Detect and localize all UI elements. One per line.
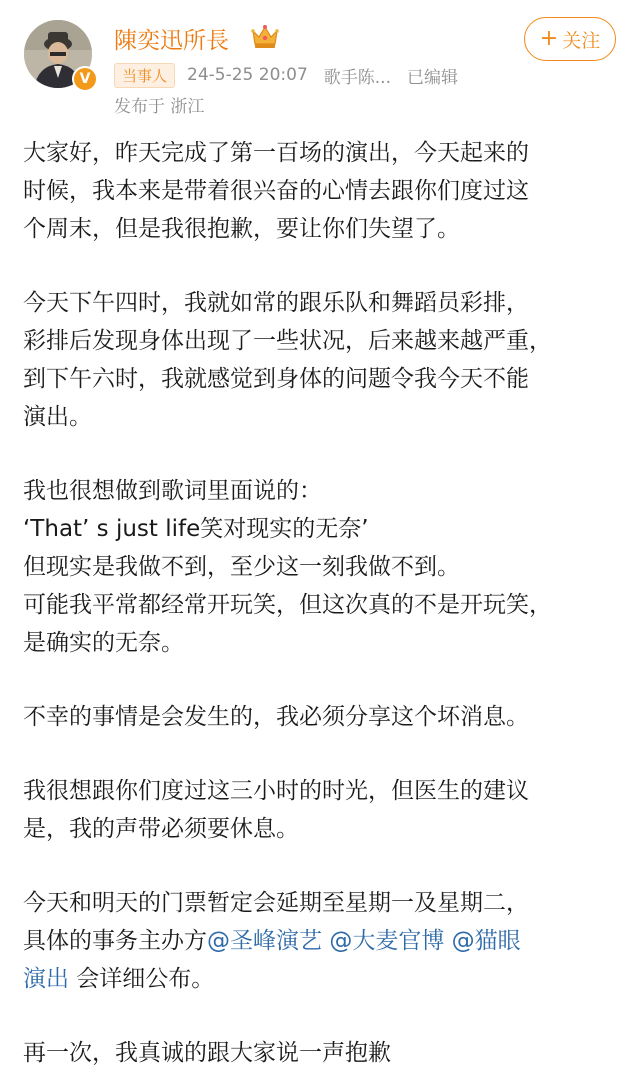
edited-label[interactable]: 已编辑 — [406, 67, 458, 88]
text-line — [23, 922, 623, 960]
text-line: 是确实的无奈。 — [23, 630, 184, 656]
username[interactable]: 陳奕迅所長 — [114, 28, 229, 54]
post-meta — [114, 62, 474, 88]
mention-link[interactable]: 演出 — [23, 966, 69, 992]
post-location: 发布于 浙江 — [114, 97, 205, 117]
post-header — [0, 0, 640, 120]
text-line: 可能我平常都经常开玩笑，但这次真的不是开玩笑， — [23, 592, 552, 618]
post-timestamp: 24-5-25 20:07 — [187, 65, 308, 85]
paragraph — [23, 884, 623, 998]
text-line — [23, 960, 623, 998]
text-line: 但现实是我做不到，至少这一刻我做不到。 — [23, 554, 460, 580]
follow-button[interactable] — [524, 17, 616, 61]
post-body — [23, 134, 623, 1072]
mention-link[interactable]: @大麦官博 — [329, 928, 445, 954]
crown-icon — [250, 22, 280, 50]
text-line: 演出。 — [23, 404, 92, 430]
text-line: 大家好，昨天完成了第一百场的演出，今天起来的 — [23, 140, 529, 166]
paragraph — [23, 284, 623, 436]
follow-label: 关注 — [562, 29, 601, 52]
text-line: 彩排后发现身体出现了一些状况，后来越来越严重， — [23, 328, 552, 354]
paragraph — [23, 472, 623, 662]
text-span: 会详细公布。 — [69, 966, 215, 992]
text-line: 今天和明天的门票暂定会延期至星期一及星期二， — [23, 890, 529, 916]
text-line: ‘That’ s just life笑对现实的无奈’ — [23, 516, 369, 542]
text-line: 我也很想做到歌词里面说的： — [23, 478, 322, 504]
text-span: 具体的事务主办方 — [23, 928, 207, 954]
text-line: 今天下午四时，我就如常的跟乐队和舞蹈员彩排， — [23, 290, 529, 316]
plus-icon: + — [539, 26, 559, 51]
text-line: 个周末，但是我很抱歉，要让你们失望了。 — [23, 216, 460, 242]
paragraph — [23, 134, 623, 248]
status-badge: 当事人 — [114, 63, 175, 88]
text-line: 是，我的声带必须要休息。 — [23, 816, 299, 842]
verified-badge-icon: V — [72, 66, 98, 92]
text-line: 时候，我本来是带着很兴奋的心情去跟你们度过这 — [23, 178, 529, 204]
mention-link[interactable]: @猫眼 — [451, 928, 521, 954]
paragraph — [23, 698, 623, 736]
text-line: 不幸的事情是会发生的，我必须分享这个坏消息。 — [23, 704, 529, 730]
text-line: 到下午六时，我就感觉到身体的问题令我今天不能 — [23, 366, 529, 392]
post-source[interactable]: 歌手陈... — [323, 67, 391, 88]
mention-link[interactable]: @圣峰演艺 — [207, 928, 322, 954]
text-line: 再一次，我真诚的跟大家说一声抱歉 — [23, 1040, 391, 1066]
paragraph — [23, 772, 623, 848]
text-line: 我很想跟你们度过这三小时的时光，但医生的建议 — [23, 778, 529, 804]
